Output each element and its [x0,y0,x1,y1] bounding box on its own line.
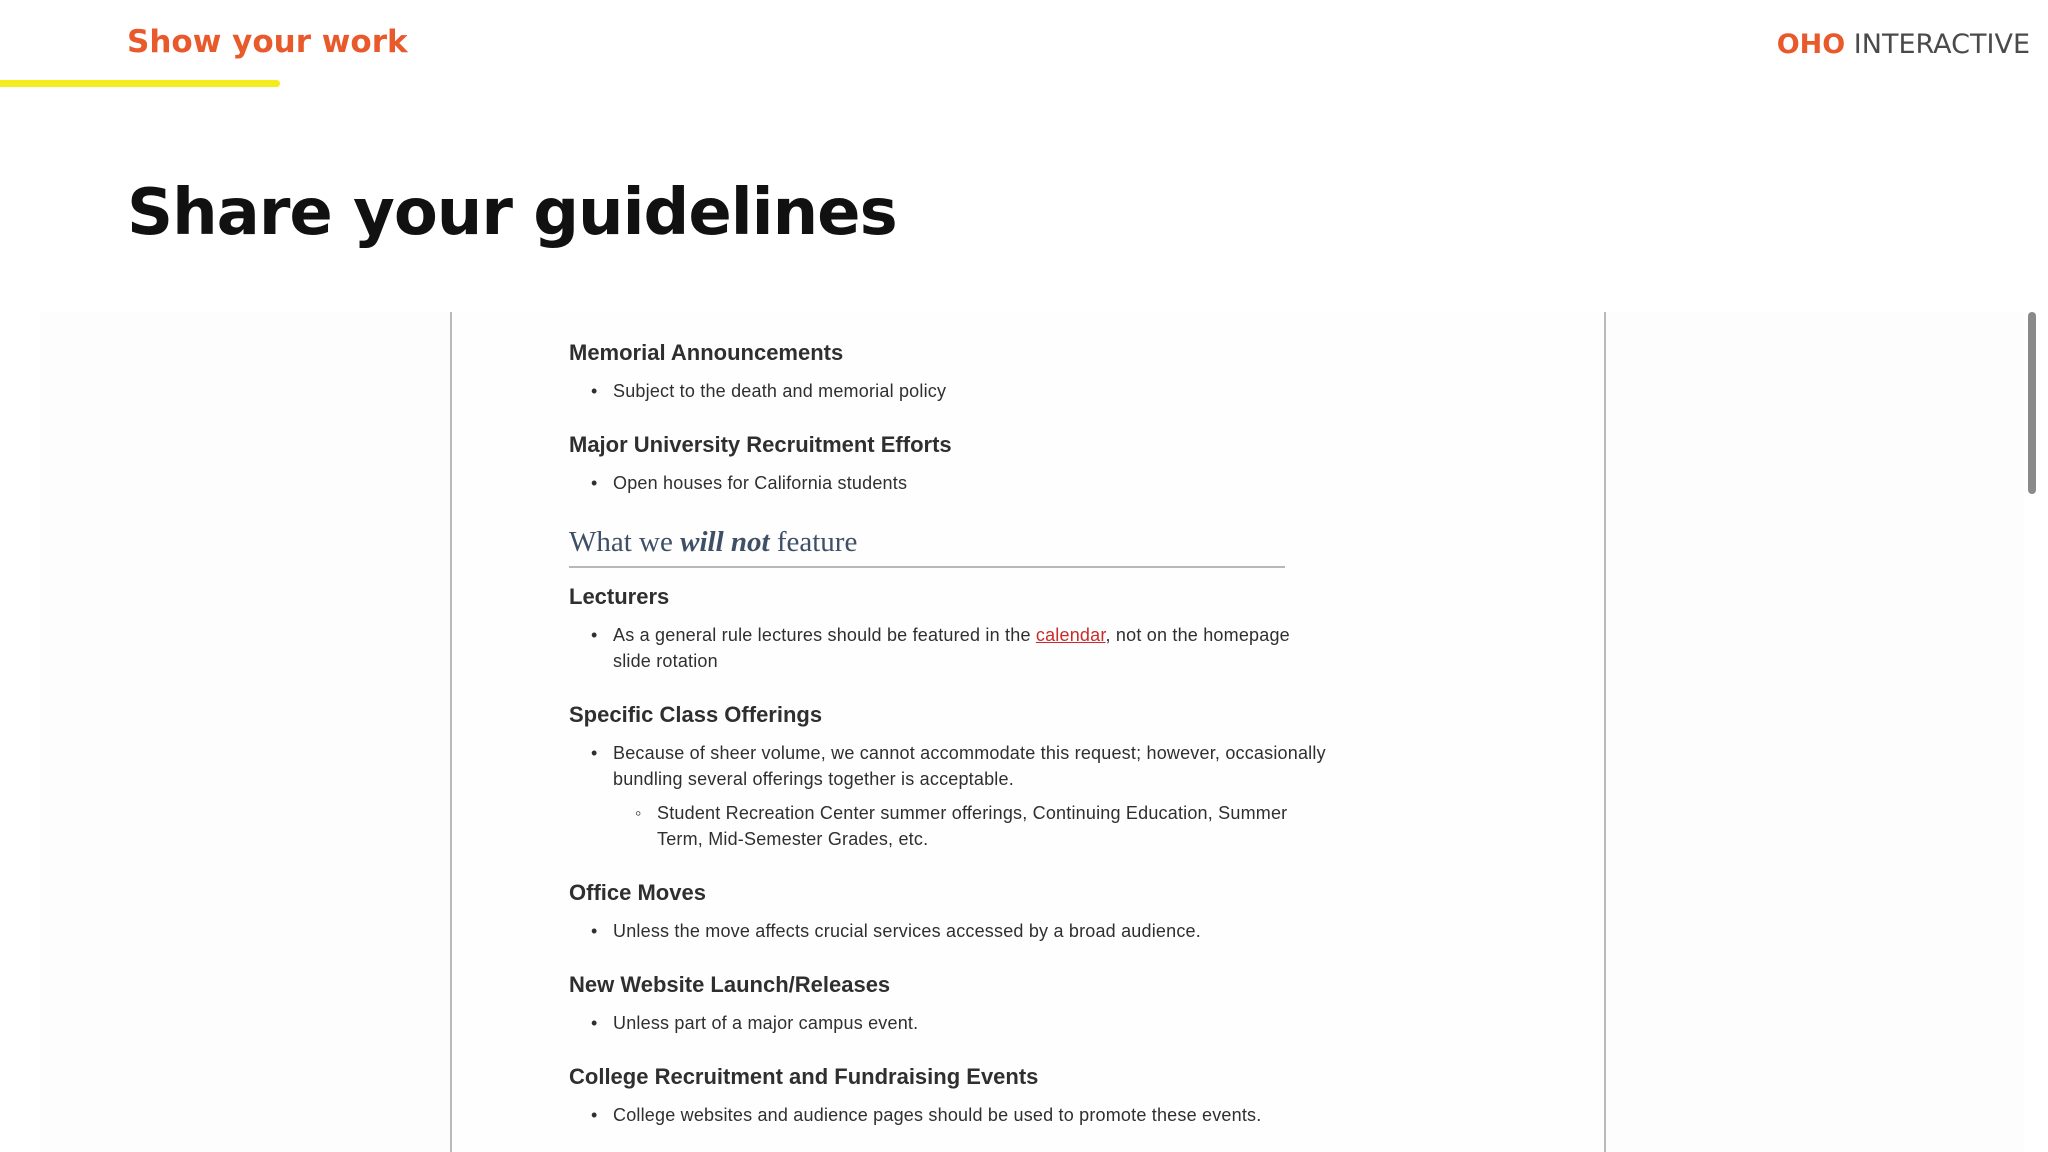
scrollbar-thumb[interactable] [2028,312,2036,494]
heading-prefix: What we [569,526,681,558]
bullet-list [569,622,1329,674]
section-website-launch [569,970,1329,1036]
section-office-moves [569,878,1329,944]
brand-logo [1777,29,2030,60]
list-item: • Unless the move affects crucial services accessed by a broad audience. [569,918,1329,944]
bullet-text: Because of sheer volume, we cannot accommodate this request; however, occasionally bundling several offerings together is acceptable. [613,743,1326,789]
brand-logo-rest: INTERACTIVE [1845,29,2030,60]
section-heading: Memorial Announcements [569,340,844,365]
bullet-list [569,1102,1329,1128]
section-lecturers [569,582,1329,674]
bullet-list [569,918,1329,944]
section-heading: Specific Class Offerings [569,702,823,727]
sub-list-item: ◦ Student Recreation Center summer offerings, Continuing Education, Summer Term, Mid-Semester Grades, etc. [569,800,1329,852]
list-item [569,740,1329,852]
bullet-list [569,1010,1329,1036]
heading-emphasis: will not [680,526,770,558]
section-college-events [569,1062,1329,1128]
bullet-list [569,378,1329,404]
bullet-list [569,740,1329,852]
section-heading: Lecturers [569,584,670,609]
section-heading: College Recruitment and Fundraising Events [569,1064,1039,1089]
sub-bullet-list [613,800,1329,852]
section-class-offerings [569,700,1329,852]
calendar-link[interactable]: calendar [1035,625,1106,645]
section-memorial [569,338,1329,404]
slide-title: Share your guidelines [127,176,897,250]
section-recruitment [569,430,1329,496]
section-eyebrow: Show your work [127,24,408,60]
brand-logo-strong: OHO [1776,29,1846,60]
section-heading: Office Moves [569,880,706,905]
bullet-list [569,470,1329,496]
list-item: • Subject to the death and memorial policy [569,378,1329,404]
bullet-text-before: As a general rule lectures should be featured in the [613,625,1036,645]
section-heading: New Website Launch/Releases [569,972,891,997]
list-item: • Open houses for California students [569,470,1329,496]
document-screenshot [450,312,1606,1152]
list-item: • Unless part of a major campus event. [569,1010,1329,1036]
will-not-feature-heading [569,522,1285,568]
heading-suffix: feature [769,526,858,558]
bullet-text-after: , not on the homepage slide rotation [613,625,1290,671]
list-item [569,622,1329,674]
eyebrow-underline [0,80,280,87]
document-content [569,338,1329,1152]
list-item: • College websites and audience pages should be used to promote these events. [569,1102,1329,1128]
section-heading: Major University Recruitment Efforts [569,432,952,457]
